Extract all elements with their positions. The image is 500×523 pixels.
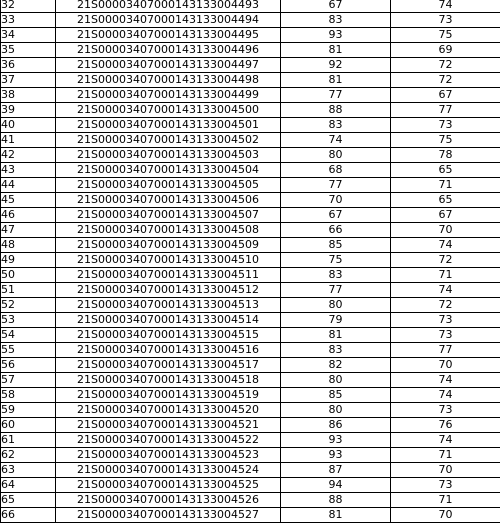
- row-number-cell: 44: [1, 178, 56, 193]
- score-2-cell: 70: [391, 358, 500, 373]
- score-1-cell: 82: [281, 358, 391, 373]
- score-2-cell: 72: [391, 253, 500, 268]
- table-row: [1, 478, 500, 493]
- row-number-cell: 37: [1, 73, 56, 88]
- score-1-cell: 77: [281, 88, 391, 103]
- table-row: [1, 43, 500, 58]
- score-2-cell: 70: [391, 508, 500, 523]
- candidate-id-cell: 21S00003407000143133004519: [56, 388, 281, 403]
- candidate-id-cell: 21S00003407000143133004499: [56, 88, 281, 103]
- table-row: [1, 88, 500, 103]
- score-1-cell: 70: [281, 193, 391, 208]
- candidate-id-cell: 21S00003407000143133004509: [56, 238, 281, 253]
- candidate-id-cell: 21S00003407000143133004520: [56, 403, 281, 418]
- score-2-cell: 70: [391, 463, 500, 478]
- row-number-cell: 50: [1, 268, 56, 283]
- score-1-cell: 88: [281, 493, 391, 508]
- candidate-id-cell: 21S00003407000143133004507: [56, 208, 281, 223]
- table-row: [1, 298, 500, 313]
- score-1-cell: 67: [281, 0, 391, 13]
- score-1-cell: 66: [281, 223, 391, 238]
- score-2-cell: 78: [391, 148, 500, 163]
- table-row: [1, 448, 500, 463]
- candidate-id-cell: 21S00003407000143133004512: [56, 283, 281, 298]
- candidate-id-cell: 21S00003407000143133004513: [56, 298, 281, 313]
- row-number-cell: 63: [1, 463, 56, 478]
- candidate-id-cell: 21S00003407000143133004510: [56, 253, 281, 268]
- score-2-cell: 73: [391, 313, 500, 328]
- candidate-id-cell: 21S00003407000143133004522: [56, 433, 281, 448]
- candidate-id-cell: 21S00003407000143133004516: [56, 343, 281, 358]
- row-number-cell: 43: [1, 163, 56, 178]
- table-row: [1, 133, 500, 148]
- score-2-cell: 77: [391, 103, 500, 118]
- score-1-cell: 94: [281, 478, 391, 493]
- row-number-cell: 42: [1, 148, 56, 163]
- candidate-id-cell: 21S00003407000143133004518: [56, 373, 281, 388]
- score-2-cell: 65: [391, 163, 500, 178]
- table-row: [1, 388, 500, 403]
- score-2-cell: 77: [391, 343, 500, 358]
- table-row: [1, 238, 500, 253]
- table-row: [1, 13, 500, 28]
- score-2-cell: 72: [391, 298, 500, 313]
- candidate-id-cell: 21S00003407000143133004526: [56, 493, 281, 508]
- table-row: [1, 508, 500, 523]
- candidate-id-cell: 21S00003407000143133004498: [56, 73, 281, 88]
- table-row: [1, 193, 500, 208]
- score-2-cell: 73: [391, 328, 500, 343]
- candidate-id-cell: 21S00003407000143133004527: [56, 508, 281, 523]
- candidate-id-cell: 21S00003407000143133004504: [56, 163, 281, 178]
- table-row: [1, 493, 500, 508]
- score-1-cell: 80: [281, 373, 391, 388]
- score-2-cell: 67: [391, 88, 500, 103]
- row-number-cell: 65: [1, 493, 56, 508]
- table-row: [1, 148, 500, 163]
- score-2-cell: 74: [391, 0, 500, 13]
- table-row: [1, 73, 500, 88]
- row-number-cell: 35: [1, 43, 56, 58]
- table-row: [1, 328, 500, 343]
- score-1-cell: 77: [281, 283, 391, 298]
- score-1-cell: 83: [281, 268, 391, 283]
- candidate-id-cell: 21S00003407000143133004506: [56, 193, 281, 208]
- row-number-cell: 51: [1, 283, 56, 298]
- row-number-cell: 46: [1, 208, 56, 223]
- score-2-cell: 73: [391, 13, 500, 28]
- candidate-id-cell: 21S00003407000143133004521: [56, 418, 281, 433]
- row-number-cell: 52: [1, 298, 56, 313]
- table-row: [1, 103, 500, 118]
- score-2-cell: 75: [391, 28, 500, 43]
- candidate-id-cell: 21S00003407000143133004515: [56, 328, 281, 343]
- row-number-cell: 59: [1, 403, 56, 418]
- table-row: [1, 0, 500, 13]
- score-1-cell: 81: [281, 73, 391, 88]
- score-2-cell: 73: [391, 403, 500, 418]
- row-number-cell: 48: [1, 238, 56, 253]
- score-1-cell: 85: [281, 388, 391, 403]
- row-number-cell: 58: [1, 388, 56, 403]
- row-number-cell: 57: [1, 373, 56, 388]
- score-2-cell: 71: [391, 493, 500, 508]
- row-number-cell: 36: [1, 58, 56, 73]
- candidate-id-cell: 21S00003407000143133004497: [56, 58, 281, 73]
- row-number-cell: 41: [1, 133, 56, 148]
- row-number-cell: 45: [1, 193, 56, 208]
- table-row: [1, 58, 500, 73]
- score-1-cell: 80: [281, 298, 391, 313]
- row-number-cell: 47: [1, 223, 56, 238]
- score-2-cell: 65: [391, 193, 500, 208]
- score-1-cell: 88: [281, 103, 391, 118]
- table-row: [1, 208, 500, 223]
- table-row: [1, 28, 500, 43]
- score-2-cell: 71: [391, 268, 500, 283]
- score-1-cell: 68: [281, 163, 391, 178]
- candidate-id-cell: 21S00003407000143133004517: [56, 358, 281, 373]
- score-1-cell: 93: [281, 433, 391, 448]
- table-row: [1, 283, 500, 298]
- table-row: [1, 373, 500, 388]
- row-number-cell: 53: [1, 313, 56, 328]
- row-number-cell: 39: [1, 103, 56, 118]
- score-1-cell: 85: [281, 238, 391, 253]
- score-2-cell: 73: [391, 118, 500, 133]
- score-2-cell: 70: [391, 223, 500, 238]
- row-number-cell: 54: [1, 328, 56, 343]
- candidate-id-cell: 21S00003407000143133004493: [56, 0, 281, 13]
- score-1-cell: 86: [281, 418, 391, 433]
- candidate-id-cell: 21S00003407000143133004496: [56, 43, 281, 58]
- table-row: [1, 433, 500, 448]
- candidate-id-cell: 21S00003407000143133004494: [56, 13, 281, 28]
- score-2-cell: 75: [391, 133, 500, 148]
- table-row: [1, 343, 500, 358]
- score-1-cell: 83: [281, 343, 391, 358]
- score-2-cell: 67: [391, 208, 500, 223]
- score-2-cell: 76: [391, 418, 500, 433]
- row-number-cell: 40: [1, 118, 56, 133]
- candidate-id-cell: 21S00003407000143133004525: [56, 478, 281, 493]
- row-number-cell: 60: [1, 418, 56, 433]
- table-row: [1, 253, 500, 268]
- score-2-cell: 69: [391, 43, 500, 58]
- score-1-cell: 81: [281, 508, 391, 523]
- score-1-cell: 75: [281, 253, 391, 268]
- row-number-cell: 32: [1, 0, 56, 13]
- row-number-cell: 38: [1, 88, 56, 103]
- table-row: [1, 313, 500, 328]
- score-1-cell: 80: [281, 403, 391, 418]
- candidate-id-cell: 21S00003407000143133004508: [56, 223, 281, 238]
- score-2-cell: 72: [391, 73, 500, 88]
- score-1-cell: 67: [281, 208, 391, 223]
- table-row: [1, 163, 500, 178]
- table-row: [1, 463, 500, 478]
- row-number-cell: 56: [1, 358, 56, 373]
- candidate-id-cell: 21S00003407000143133004502: [56, 133, 281, 148]
- score-1-cell: 77: [281, 178, 391, 193]
- score-2-cell: 71: [391, 178, 500, 193]
- candidate-id-cell: 21S00003407000143133004523: [56, 448, 281, 463]
- candidate-id-cell: 21S00003407000143133004501: [56, 118, 281, 133]
- row-number-cell: 55: [1, 343, 56, 358]
- score-table-body: [1, 0, 500, 523]
- score-1-cell: 80: [281, 148, 391, 163]
- candidate-id-cell: 21S00003407000143133004524: [56, 463, 281, 478]
- score-2-cell: 73: [391, 478, 500, 493]
- candidate-id-cell: 21S00003407000143133004495: [56, 28, 281, 43]
- table-row: [1, 178, 500, 193]
- table-row: [1, 418, 500, 433]
- score-1-cell: 81: [281, 328, 391, 343]
- candidate-id-cell: 21S00003407000143133004511: [56, 268, 281, 283]
- row-number-cell: 66: [1, 508, 56, 523]
- score-1-cell: 81: [281, 43, 391, 58]
- score-2-cell: 74: [391, 238, 500, 253]
- score-2-cell: 74: [391, 283, 500, 298]
- row-number-cell: 62: [1, 448, 56, 463]
- score-2-cell: 74: [391, 373, 500, 388]
- score-1-cell: 93: [281, 448, 391, 463]
- score-1-cell: 92: [281, 58, 391, 73]
- score-1-cell: 93: [281, 28, 391, 43]
- candidate-id-cell: 21S00003407000143133004503: [56, 148, 281, 163]
- candidate-id-cell: 21S00003407000143133004514: [56, 313, 281, 328]
- candidate-id-cell: 21S00003407000143133004500: [56, 103, 281, 118]
- score-1-cell: 83: [281, 13, 391, 28]
- score-2-cell: 72: [391, 58, 500, 73]
- score-1-cell: 79: [281, 313, 391, 328]
- table-row: [1, 118, 500, 133]
- row-number-cell: 64: [1, 478, 56, 493]
- score-1-cell: 87: [281, 463, 391, 478]
- table-row: [1, 223, 500, 238]
- row-number-cell: 34: [1, 28, 56, 43]
- table-row: [1, 403, 500, 418]
- row-number-cell: 61: [1, 433, 56, 448]
- score-2-cell: 74: [391, 433, 500, 448]
- row-number-cell: 49: [1, 253, 56, 268]
- score-2-cell: 74: [391, 388, 500, 403]
- table-row: [1, 358, 500, 373]
- score-1-cell: 83: [281, 118, 391, 133]
- candidate-id-cell: 21S00003407000143133004505: [56, 178, 281, 193]
- score-1-cell: 74: [281, 133, 391, 148]
- table-row: [1, 268, 500, 283]
- row-number-cell: 33: [1, 13, 56, 28]
- score-2-cell: 71: [391, 448, 500, 463]
